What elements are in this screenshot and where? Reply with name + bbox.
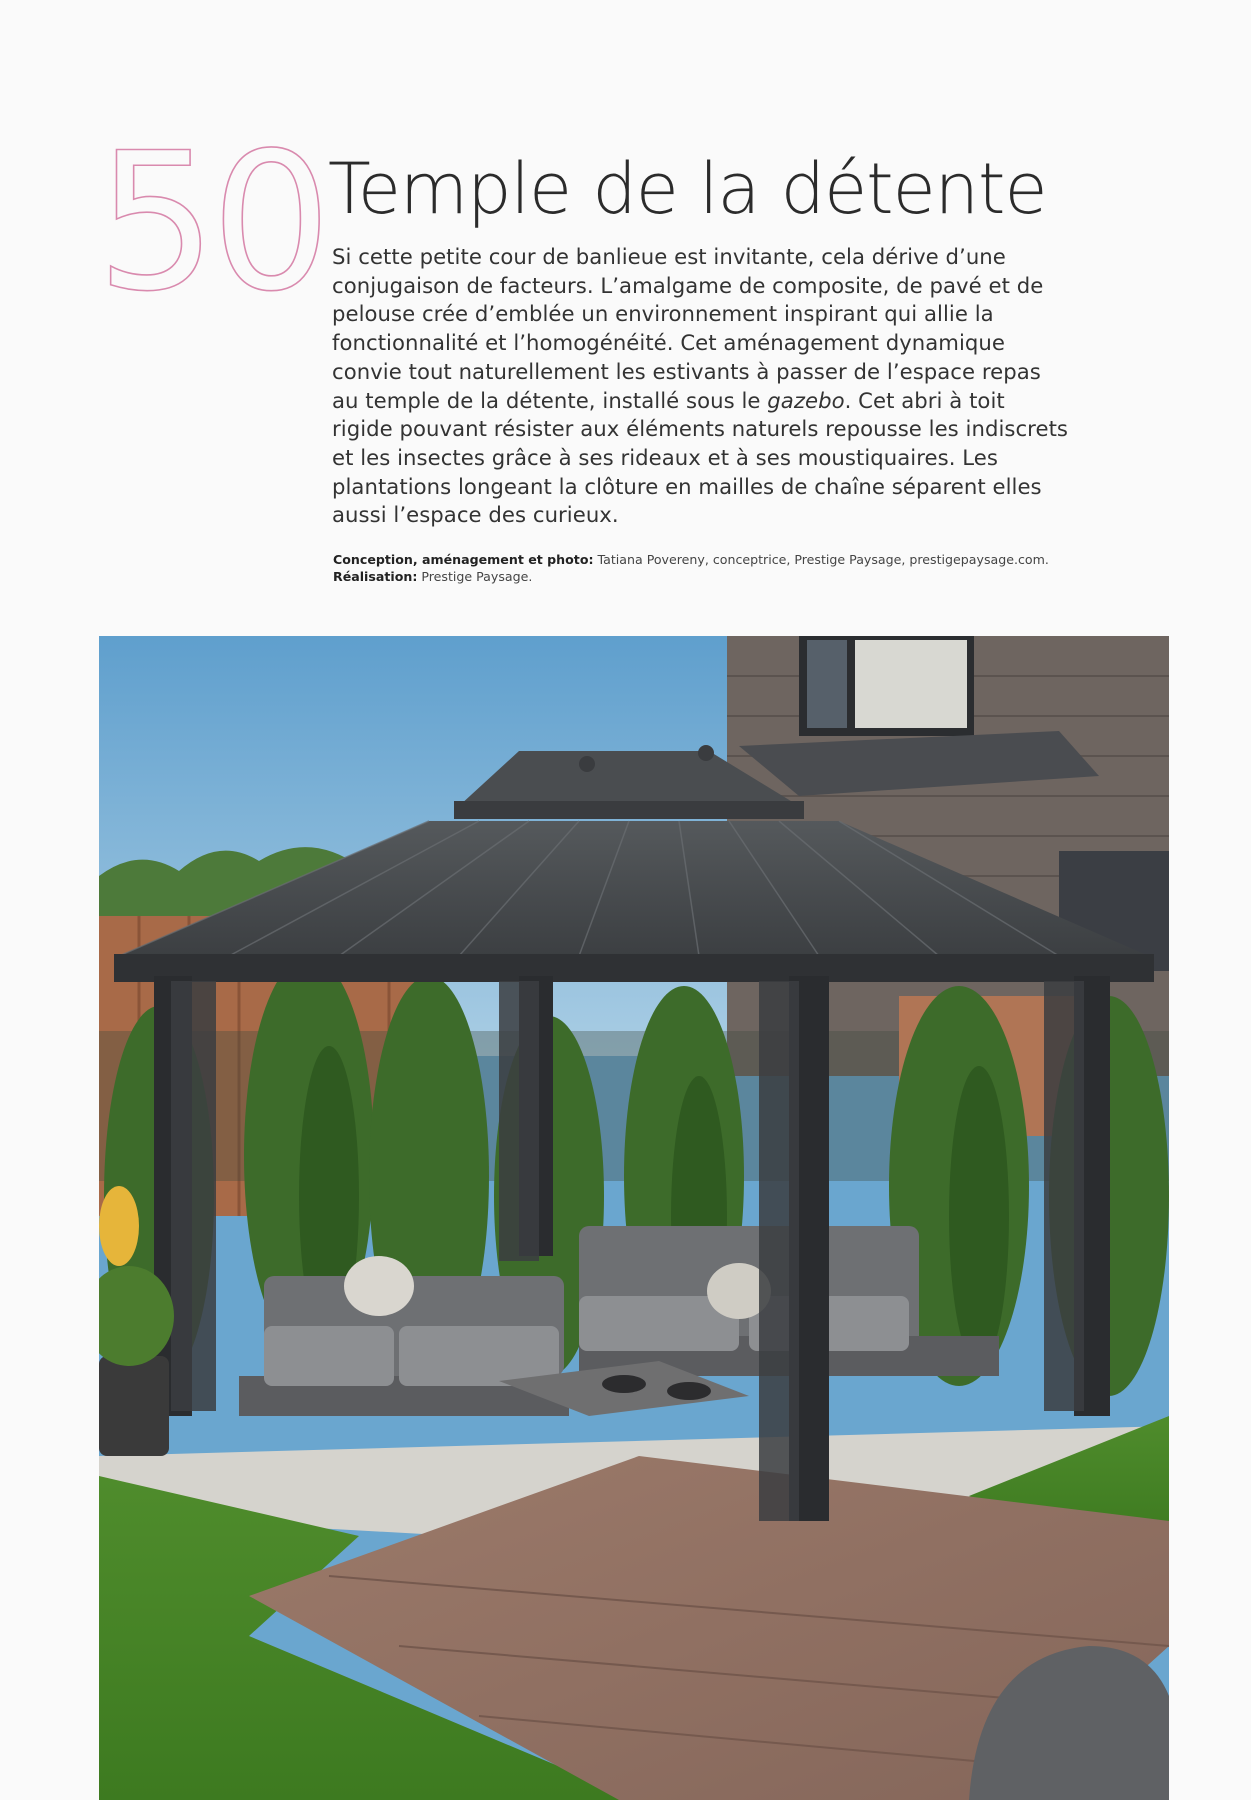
roof-finial — [579, 756, 595, 772]
article-title: Temple de la détente — [328, 148, 1047, 230]
credit-label-production: Réalisation: — [333, 569, 418, 584]
gazebo-photo — [99, 636, 1169, 1800]
credit-value-production: Prestige Paysage. — [417, 569, 533, 584]
yellow-flowers — [99, 1186, 139, 1266]
plant-pot — [99, 1356, 169, 1456]
roof-finial — [698, 745, 714, 761]
pillow — [344, 1256, 414, 1316]
article-number: 50 — [96, 112, 326, 333]
article-body — [332, 243, 1072, 530]
credit-line-production — [333, 568, 1093, 585]
gazebo-beam — [114, 954, 1154, 982]
body-text-part1: Si cette petite cour de banlieue est invitante, cela dérive d’une conjugaison de facteurs. L’amalgame de composite, de pavé et de pelouse crée d’emblée un environnement inspirant qui allie la fonctionnalité et l’homogénéité. Cet aménagement dynamique convie tout naturellement les estivants à passer de l’espace repas au temple de la détente, installé sous le — [332, 244, 1044, 413]
credit-value-design: Tatiana Povereny, conceptrice, Prestige Paysage, prestigepaysage.com. — [593, 552, 1049, 567]
photo-credits — [333, 551, 1093, 585]
credit-line-design — [333, 551, 1093, 568]
body-text-part2: . Cet abri à toit rigide pouvant résister aux éléments naturels repousse les indiscrets et les insectes grâce à ses rideaux et à ses moustiquaires. Les plantations longeant la clôture en mailles de chaîne séparent elles aussi l’espace des curieux. — [332, 387, 1069, 528]
credit-label-design: Conception, aménagement et photo: — [333, 552, 594, 567]
body-text-italic: gazebo — [767, 387, 845, 413]
